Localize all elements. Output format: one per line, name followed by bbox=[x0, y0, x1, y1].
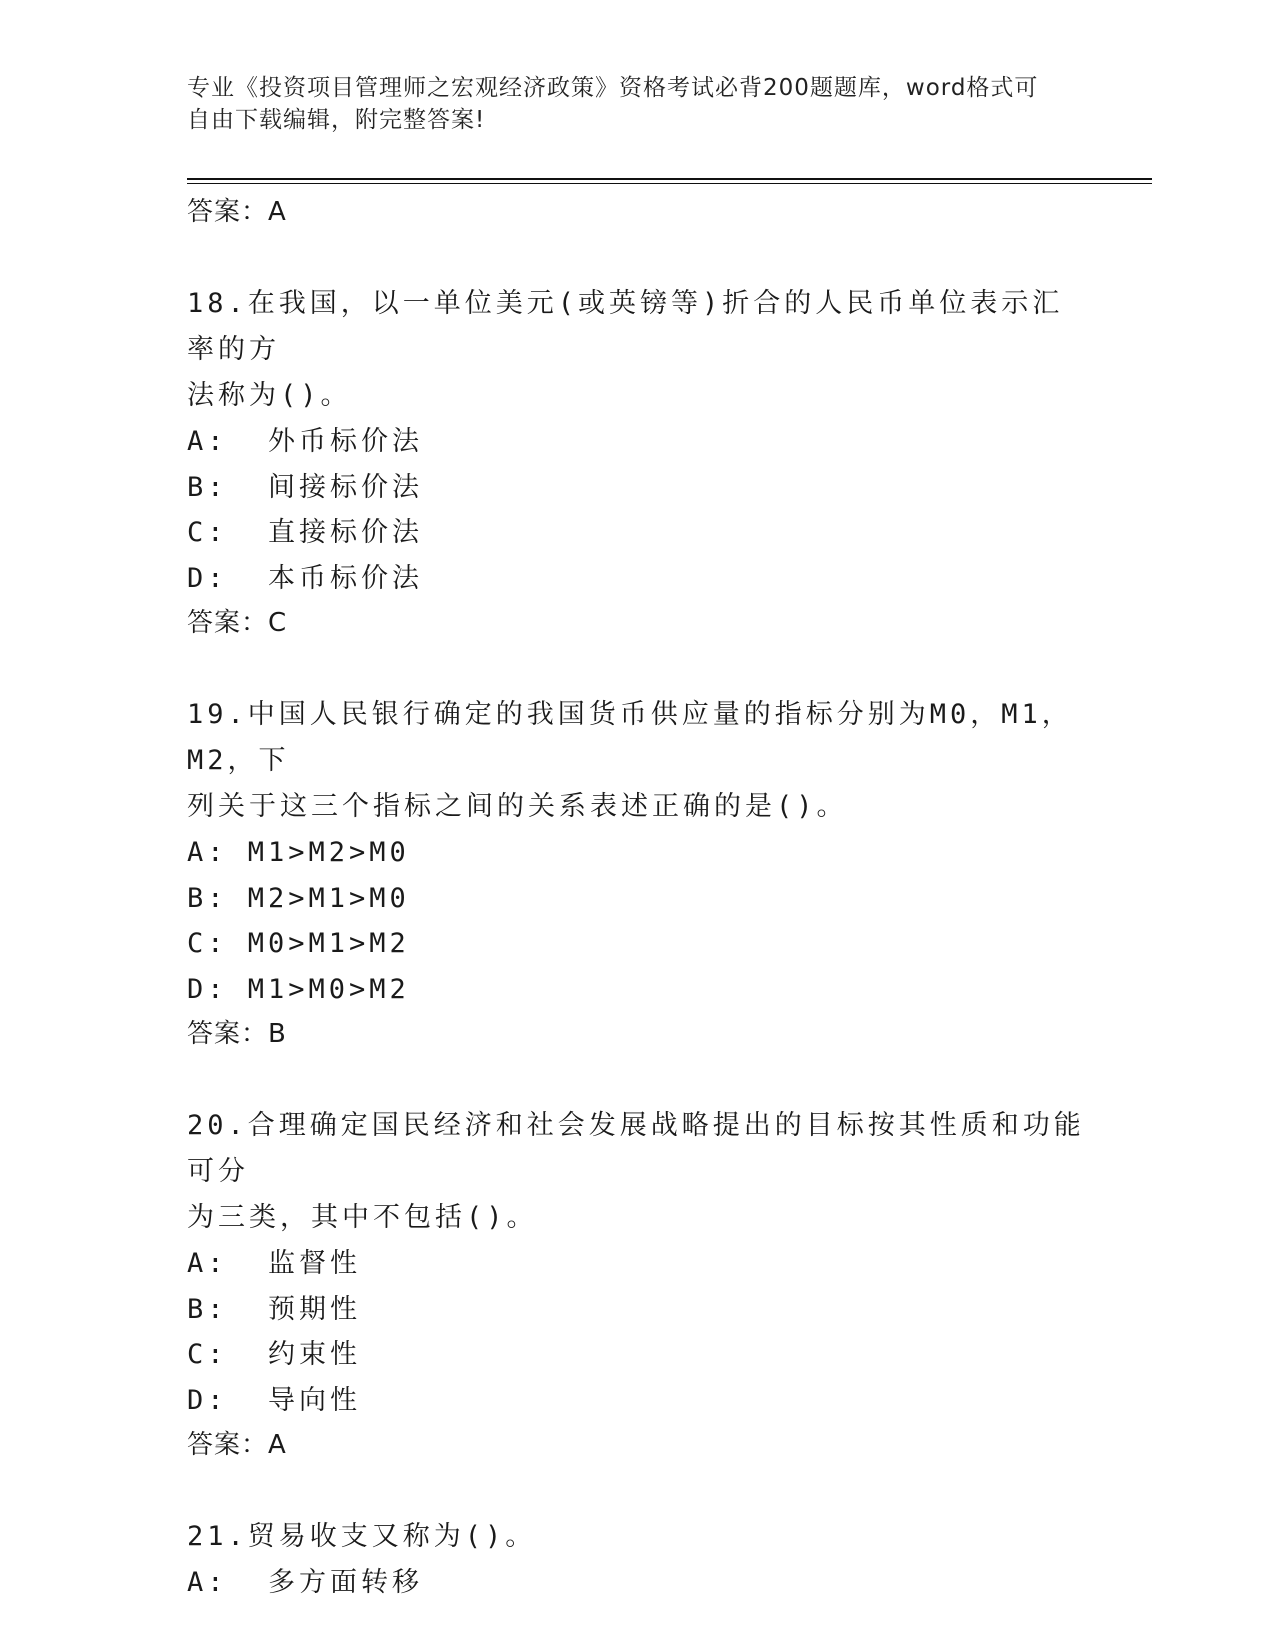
question-block-18 bbox=[187, 281, 1087, 645]
question-20-option-c: C: 约束性 bbox=[187, 1339, 362, 1370]
question-19-text-line-1: 19.中国人民银行确定的我国货币供应量的指标分别为M0，M1，M2，下 bbox=[187, 699, 1073, 776]
question-18-option-a: A: 外币标价法 bbox=[187, 426, 424, 457]
question-21-option-a: A: 多方面转移 bbox=[187, 1567, 424, 1598]
question-20-option-b: B: 预期性 bbox=[187, 1293, 362, 1325]
question-19-option-b: B: M2>M1>M0 bbox=[187, 882, 410, 914]
answer-20: 答案：A bbox=[187, 1430, 287, 1460]
question-19-option-a: A: M1>M2>M0 bbox=[187, 837, 410, 868]
question-18-option-c: C: 直接标价法 bbox=[187, 517, 424, 548]
header-line-2: 自由下载编辑，附完整答案! bbox=[187, 107, 486, 133]
question-list bbox=[187, 190, 1087, 1606]
question-18-text-line-1: 18.在我国，以一单位美元(或英镑等)折合的人民币单位表示汇率的方 bbox=[187, 288, 1064, 365]
question-block-20 bbox=[187, 1103, 1087, 1467]
question-20-option-d: D: 导向性 bbox=[187, 1384, 362, 1416]
question-20-text-line-2: 为三类，其中不包括()。 bbox=[187, 1202, 538, 1233]
answer-18: 答案：C bbox=[187, 608, 288, 638]
question-block-21 bbox=[187, 1514, 1087, 1606]
header-line-1: 专业《投资项目管理师之宏观经济政策》资格考试必背200题题库，word格式可 bbox=[187, 75, 1039, 101]
question-block-19 bbox=[187, 692, 1087, 1056]
question-20-text-line-1: 20.合理确定国民经济和社会发展战略提出的目标按其性质和功能可分 bbox=[187, 1110, 1085, 1187]
question-18-option-d: D: 本币标价法 bbox=[187, 562, 424, 594]
question-20-option-a: A: 监督性 bbox=[187, 1248, 362, 1279]
question-18-option-b: B: 间接标价法 bbox=[187, 471, 424, 503]
question-19-option-c: C: M0>M1>M2 bbox=[187, 928, 410, 959]
header-divider-thick bbox=[187, 178, 1152, 180]
question-19-option-d: D: M1>M0>M2 bbox=[187, 973, 410, 1005]
answer-17: 答案：A bbox=[187, 197, 287, 227]
header-divider-thin bbox=[187, 183, 1152, 184]
question-21-text-line-1: 21.贸易收支又称为()。 bbox=[187, 1521, 537, 1552]
document-header bbox=[187, 72, 1087, 136]
question-18-text-line-2: 法称为()。 bbox=[187, 380, 352, 411]
answer-19: 答案：B bbox=[187, 1019, 287, 1049]
question-19-text-line-2: 列关于这三个指标之间的关系表述正确的是()。 bbox=[187, 791, 848, 822]
